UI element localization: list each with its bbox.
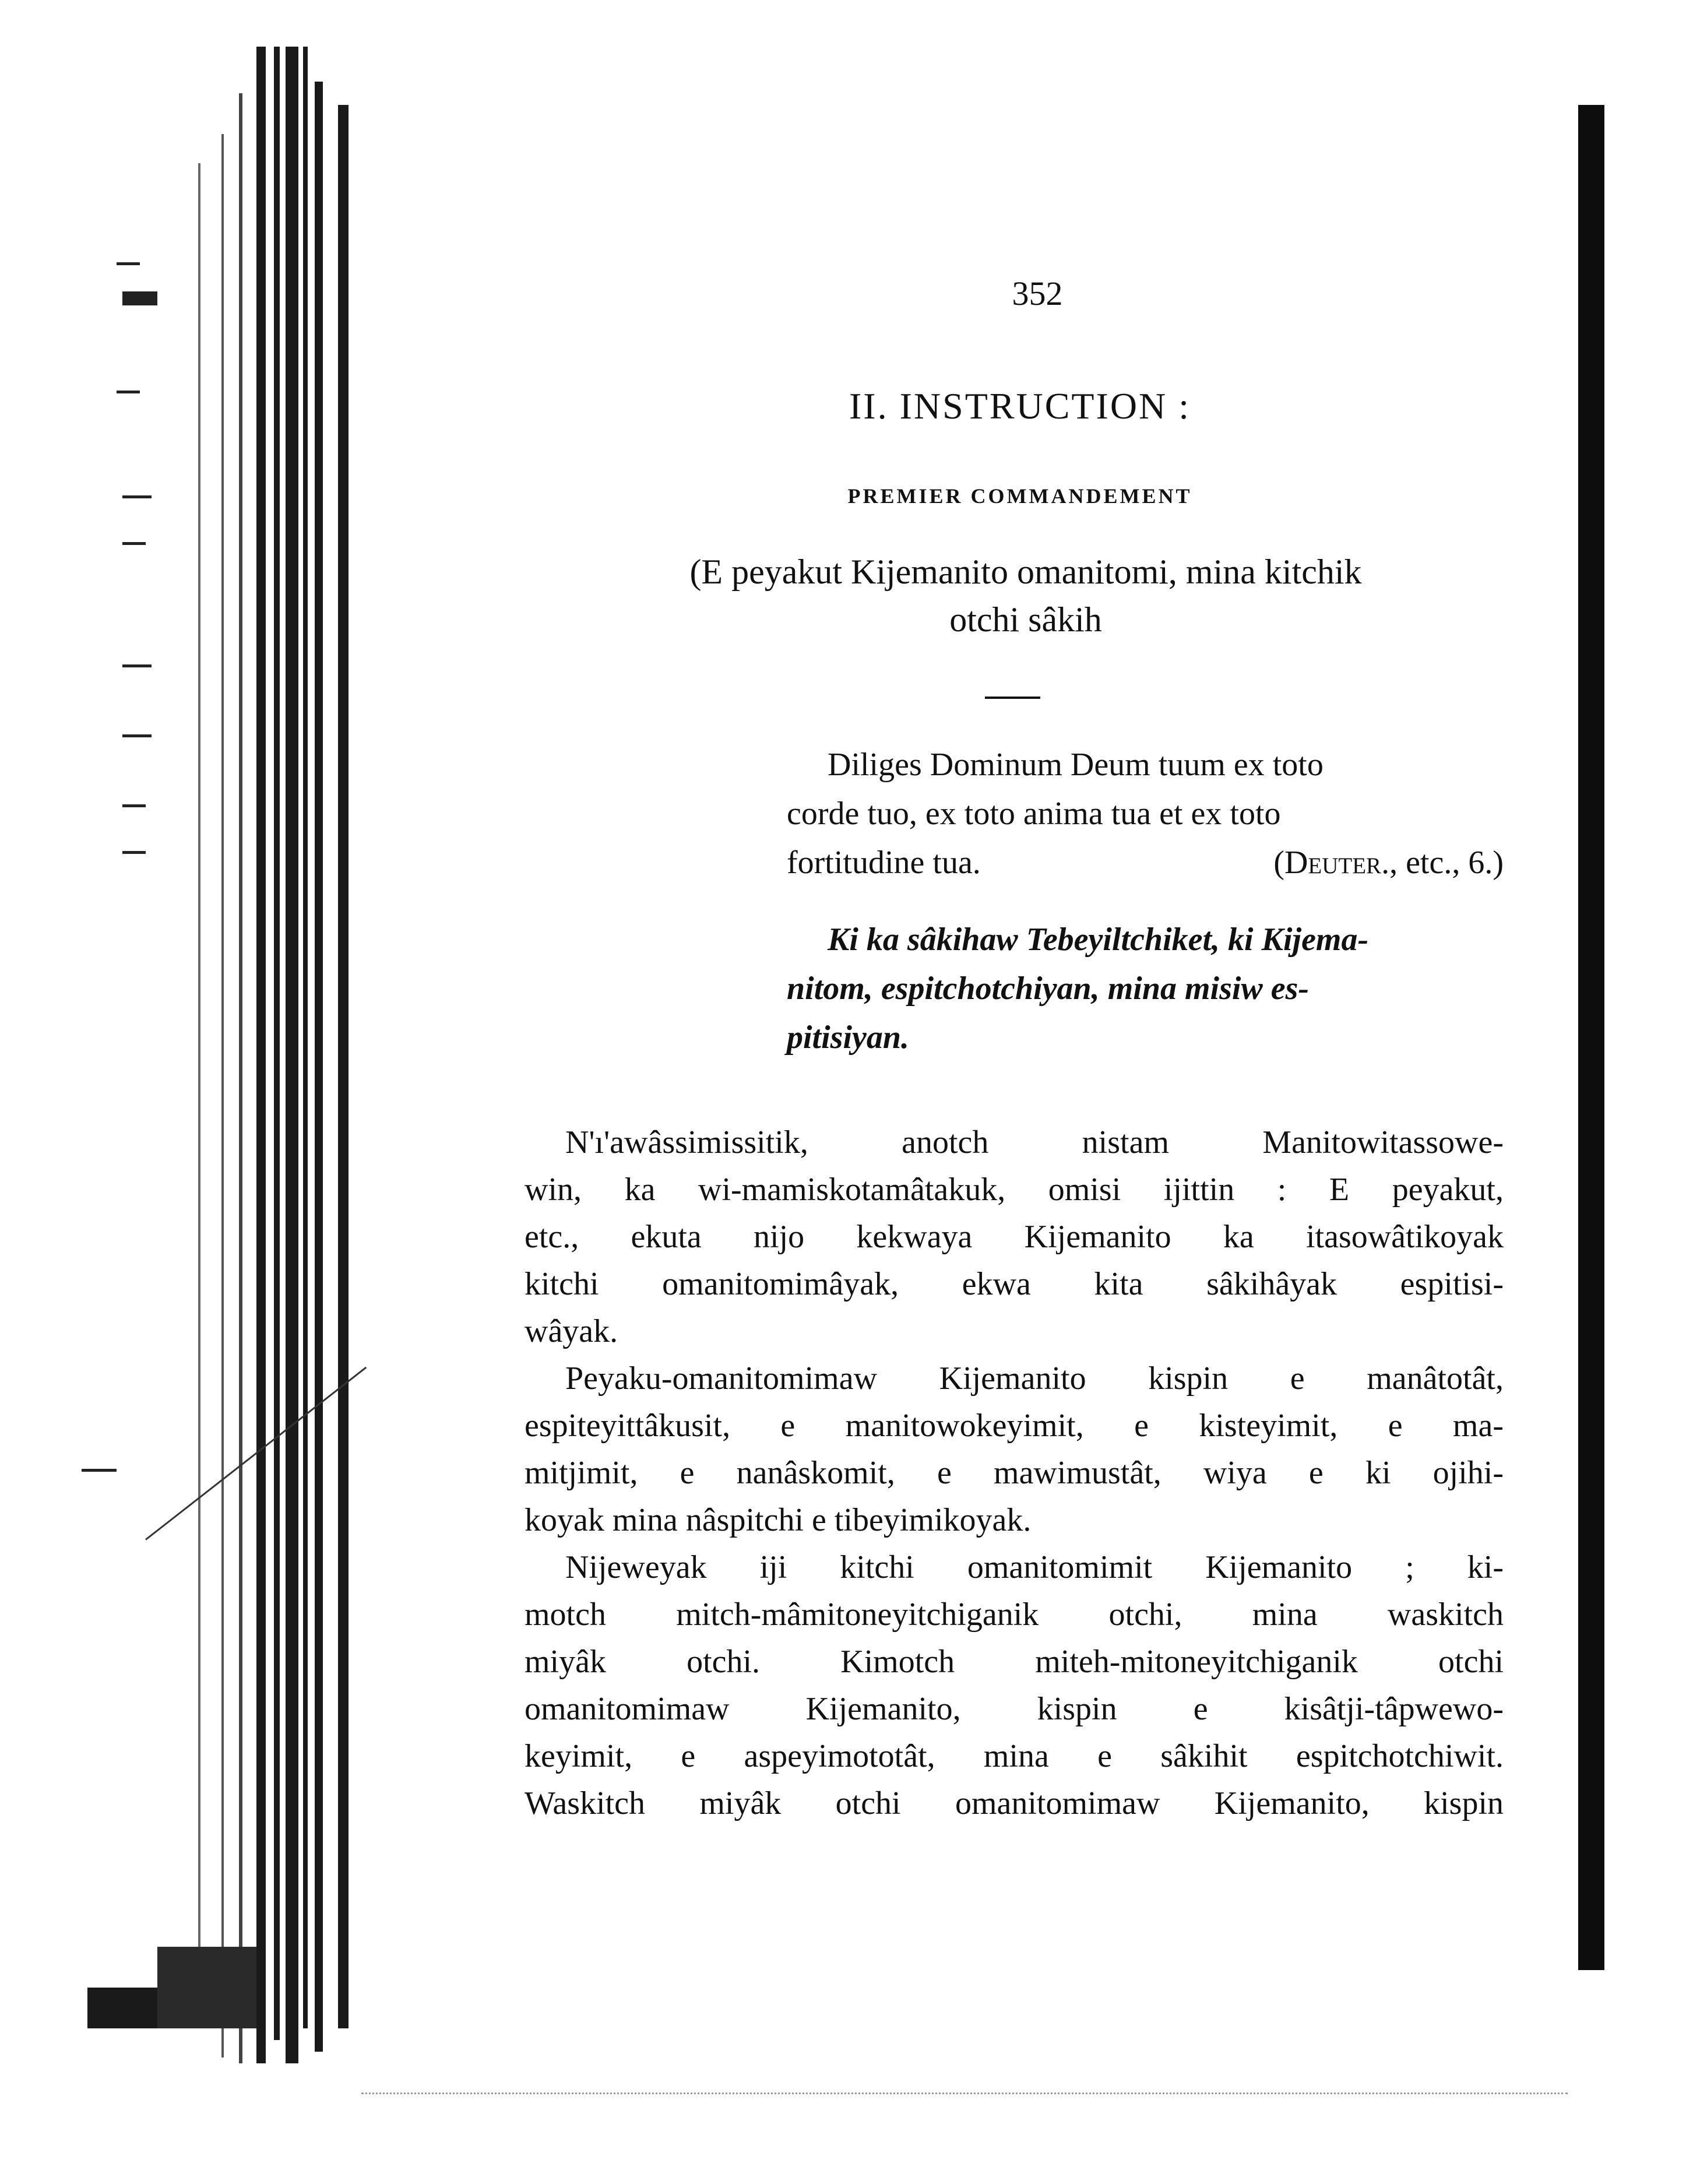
- latin-scripture-quote: [787, 740, 1504, 887]
- body-line: win, ka wi-mamiskotamâtakuk, omisi ijittin : E peyakut,: [525, 1172, 1504, 1208]
- heading-line: (E peyakut Kijemanito omanitomi, mina kitchik: [689, 553, 1362, 591]
- body-line: etc., ekuta nijo kekwaya Kijemanito ka itasowâtikoyak: [525, 1219, 1504, 1255]
- body-line: miyâk otchi. Kimotch miteh-mitoneyitchiganik otchi: [525, 1644, 1504, 1680]
- page-number: 352: [1012, 275, 1063, 312]
- latin-line-with-source: [787, 838, 1504, 887]
- section-divider: [985, 697, 1040, 699]
- latin-line: Diliges Dominum Deum tuum ex toto: [828, 747, 1324, 783]
- body-line: omanitomimaw Kijemanito, kispin e kisâtji-tâpwewo-: [525, 1691, 1504, 1727]
- body-line: N'ı'awâssimissitik, anotch nistam Manitowitassowe-: [565, 1124, 1504, 1160]
- body-line: keyimit, e aspeyimototât, mina e sâkihit espitchotchiwit.: [525, 1738, 1504, 1774]
- body-line: Nijeweyak iji kitchi omanitomimit Kijemanito ; ki-: [565, 1549, 1504, 1585]
- translation-line: Ki ka sâkihaw Tebeyiltchiket, ki Kijema-: [828, 922, 1369, 958]
- cree-commandment-heading: [571, 548, 1480, 643]
- scan-bottom-noise: [361, 2092, 1568, 2096]
- body-line: mitjimit, e nanâskomit, e mawimustât, wiya e ki ojihi-: [525, 1455, 1504, 1491]
- scan-right-edge: [1578, 105, 1604, 1970]
- latin-line: corde tuo, ex toto anima tua et ex toto: [787, 796, 1281, 832]
- body-line: motch mitch-mâmitoneyitchiganik otchi, mina waskitch: [525, 1596, 1504, 1633]
- body-line: wâyak.: [525, 1313, 618, 1349]
- commandment-subtitle: PREMIER COMMANDEMENT: [847, 484, 1192, 508]
- scan-binding-shadow: [82, 47, 355, 2063]
- section-title: II. INSTRUCTION :: [849, 385, 1191, 427]
- latin-line: fortitudine tua.: [787, 845, 981, 881]
- instruction-body: [525, 1119, 1504, 1827]
- body-line: Waskitch miyâk otchi omanitomimaw Kijemanito, kispin: [525, 1785, 1504, 1821]
- cree-scripture-translation: [787, 915, 1504, 1062]
- body-line: Peyaku-omanitomimaw Kijemanito kispin e manâtotât,: [565, 1360, 1504, 1397]
- body-line: espiteyittâkusit, e manitowokeyimit, e kisteyimit, e ma-: [525, 1408, 1504, 1444]
- body-line: kitchi omanitomimâyak, ekwa kita sâkihâyak espitisi-: [525, 1266, 1504, 1302]
- translation-line: nitom, espitchotchiyan, mina misiw es-: [787, 970, 1310, 1007]
- translation-line: pitisiyan.: [787, 1019, 910, 1056]
- scripture-reference: (Deuter., etc., 6.): [1273, 845, 1504, 881]
- heading-line: otchi sâkih: [949, 600, 1102, 639]
- body-line: koyak mina nâspitchi e tibeyimikoyak.: [525, 1502, 1032, 1538]
